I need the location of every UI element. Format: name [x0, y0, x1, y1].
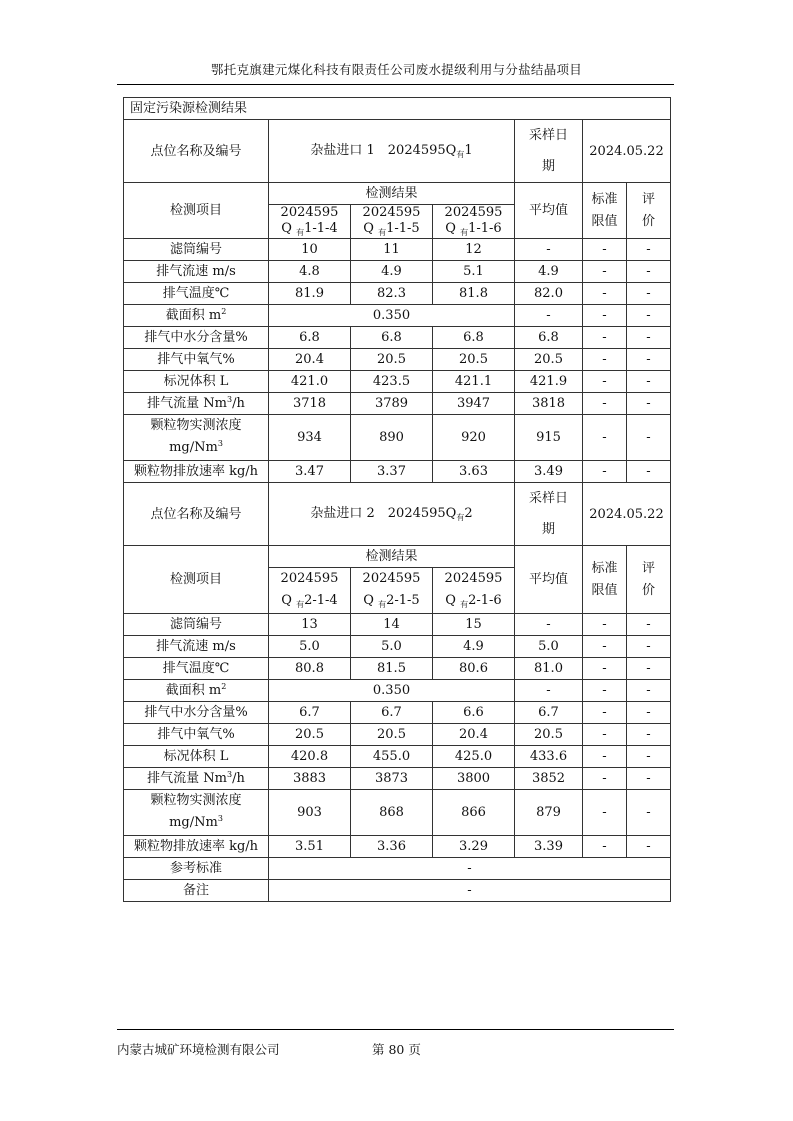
sample-id-top: 2024595	[444, 205, 503, 220]
average-cell: 3852	[515, 768, 583, 790]
area-label-text: 截面积 m	[165, 307, 222, 323]
sample-id-sub: 有	[460, 228, 469, 237]
value-cell: 3.47	[269, 461, 351, 483]
evaluation-cell: -	[627, 283, 671, 305]
remarks-row	[124, 880, 671, 902]
sample-id-suffix: 1-1-4	[304, 221, 338, 236]
temperature-row	[124, 658, 671, 680]
sample-id-prefix: Q	[363, 593, 374, 608]
average-label: 平均值	[515, 183, 583, 239]
reference-value: -	[269, 858, 671, 880]
conc-label-line1: 颗粒物实测浓度	[150, 418, 242, 433]
area-label-text: 截面积 m	[165, 682, 222, 698]
flow-label-text: 排气流量 Nm	[147, 770, 227, 786]
value-cell: 868	[351, 790, 433, 836]
point-id-prefix: 杂盐进口 1 2024595Q	[310, 143, 457, 158]
average-cell: 5.0	[515, 636, 583, 658]
results-header-row	[124, 546, 671, 568]
sample-id-prefix: Q	[445, 221, 456, 236]
average-cell: 20.5	[515, 349, 583, 371]
sample-id-suffix: 2-1-5	[386, 593, 420, 608]
value-cell: 3.36	[351, 836, 433, 858]
average-cell: -	[515, 680, 583, 702]
standard-label	[583, 546, 627, 614]
evaluation-cell: -	[627, 836, 671, 858]
value-cell: 3.29	[433, 836, 515, 858]
temperature-row	[124, 283, 671, 305]
value-cell: 6.8	[433, 327, 515, 349]
evaluation-label	[627, 183, 671, 239]
sample-id-suffix: 2-1-6	[468, 593, 502, 608]
velocity-label: 排气流速 m/s	[124, 636, 269, 658]
area-row	[124, 305, 671, 327]
results-header-row	[124, 183, 671, 205]
average-cell: 6.7	[515, 702, 583, 724]
sample-date-line2: 期	[541, 522, 555, 537]
standard-limit-cell: -	[583, 636, 627, 658]
standard-limit-cell: -	[583, 305, 627, 327]
value-cell: 420.8	[269, 746, 351, 768]
sample-date-line1: 采样日	[528, 491, 568, 506]
evaluation-cell: -	[627, 746, 671, 768]
footer-divider	[117, 1029, 674, 1030]
point-row	[124, 120, 671, 183]
value-cell: 3718	[269, 393, 351, 415]
evaluation-cell: -	[627, 658, 671, 680]
sample-id-sub: 有	[296, 228, 305, 237]
eval-line2: 价	[642, 213, 656, 229]
value-cell: 6.8	[351, 327, 433, 349]
area-label-sup: 2	[221, 681, 227, 691]
emission-results-table	[123, 97, 671, 902]
evaluation-cell: -	[627, 349, 671, 371]
conc-label-line2: mg/Nm	[169, 440, 218, 455]
evaluation-cell: -	[627, 614, 671, 636]
point-id-suffix: 1	[464, 143, 473, 158]
value-cell: 6.7	[269, 702, 351, 724]
oxygen-label: 排气中氧气%	[124, 724, 269, 746]
rate-row	[124, 836, 671, 858]
average-cell: -	[515, 239, 583, 261]
value-cell: 15	[433, 614, 515, 636]
sample-id-top: 2024595	[280, 205, 339, 220]
value-cell: 455.0	[351, 746, 433, 768]
sample-id-cell	[351, 205, 433, 239]
standard-line2: 限值	[591, 582, 618, 598]
volume-row	[124, 371, 671, 393]
average-cell: 915	[515, 415, 583, 461]
filter-row	[124, 239, 671, 261]
results-label: 检测结果	[269, 546, 515, 568]
sample-id-suffix: 2-1-4	[304, 593, 338, 608]
value-cell: 81.9	[269, 283, 351, 305]
volume-label: 标况体积 L	[124, 371, 269, 393]
evaluation-cell: -	[627, 702, 671, 724]
sample-date-line2: 期	[541, 159, 555, 174]
area-label-sup: 2	[221, 306, 227, 316]
flow-row	[124, 393, 671, 415]
sample-date-label	[515, 483, 583, 546]
moisture-label: 排气中水分含量%	[124, 702, 269, 724]
area-label	[124, 305, 269, 327]
evaluation-cell: -	[627, 393, 671, 415]
sample-id-top: 2024595	[280, 571, 339, 586]
temperature-label: 排气温度℃	[124, 658, 269, 680]
standard-limit-cell: -	[583, 327, 627, 349]
conc-label-line2: mg/Nm	[169, 815, 218, 830]
point-name-value	[269, 120, 515, 183]
oxygen-label: 排气中氧气%	[124, 349, 269, 371]
average-cell: 879	[515, 790, 583, 836]
average-cell: 3.39	[515, 836, 583, 858]
flow-label-unit: /h	[232, 395, 245, 411]
reference-label: 参考标准	[124, 858, 269, 880]
sample-id-cell	[433, 568, 515, 614]
evaluation-cell: -	[627, 371, 671, 393]
evaluation-cell: -	[627, 261, 671, 283]
value-cell: 3947	[433, 393, 515, 415]
value-cell: 11	[351, 239, 433, 261]
sample-id-sub: 有	[378, 228, 387, 237]
temperature-label: 排气温度℃	[124, 283, 269, 305]
standard-limit-cell: -	[583, 261, 627, 283]
sample-id-cell	[269, 568, 351, 614]
average-cell: 82.0	[515, 283, 583, 305]
value-cell: 423.5	[351, 371, 433, 393]
sample-date-label	[515, 120, 583, 183]
flow-label-sup: 3	[226, 769, 233, 779]
evaluation-cell: -	[627, 636, 671, 658]
area-row	[124, 680, 671, 702]
average-cell: 20.5	[515, 724, 583, 746]
sample-id-top: 2024595	[444, 571, 503, 586]
velocity-row	[124, 261, 671, 283]
flow-row	[124, 768, 671, 790]
point-row	[124, 483, 671, 546]
evaluation-cell: -	[627, 239, 671, 261]
eval-line1: 评	[642, 560, 656, 576]
evaluation-cell: -	[627, 790, 671, 836]
eval-line1: 评	[642, 191, 656, 207]
standard-label	[583, 183, 627, 239]
sample-id-prefix: Q	[445, 593, 456, 608]
sample-id-top: 2024595	[362, 571, 421, 586]
standard-line2: 限值	[591, 213, 618, 229]
filter-label: 滤筒编号	[124, 614, 269, 636]
table-title-row	[124, 98, 671, 120]
standard-limit-cell: -	[583, 746, 627, 768]
value-cell: 3789	[351, 393, 433, 415]
rate-label: 颗粒物排放速率 kg/h	[124, 836, 269, 858]
value-cell: 5.0	[269, 636, 351, 658]
concentration-label	[124, 790, 269, 836]
area-label	[124, 680, 269, 702]
conc-label-sup: 3	[217, 439, 223, 448]
standard-limit-cell: -	[583, 658, 627, 680]
value-cell: 81.8	[433, 283, 515, 305]
remarks-label: 备注	[124, 880, 269, 902]
value-cell: 4.9	[433, 636, 515, 658]
page-header-title: 鄂托克旗建元煤化科技有限责任公司废水提级利用与分盐结晶项目	[210, 62, 583, 77]
footer-page-number: 第 80 页	[372, 1042, 421, 1057]
remarks-value: -	[269, 880, 671, 902]
sample-id-prefix: Q	[363, 221, 374, 236]
value-cell: 4.9	[351, 261, 433, 283]
value-cell: 81.5	[351, 658, 433, 680]
sample-date-value: 2024.05.22	[583, 120, 671, 183]
standard-limit-cell: -	[583, 680, 627, 702]
velocity-row	[124, 636, 671, 658]
sample-id-top: 2024595	[362, 205, 421, 220]
flow-label	[124, 393, 269, 415]
concentration-label	[124, 415, 269, 461]
value-cell: 3873	[351, 768, 433, 790]
flow-label-unit: /h	[232, 770, 245, 786]
evaluation-cell: -	[627, 415, 671, 461]
value-cell: 80.8	[269, 658, 351, 680]
area-value: 0.350	[269, 680, 515, 702]
flow-label	[124, 768, 269, 790]
item-label: 检测项目	[124, 183, 269, 239]
value-cell: 6.7	[351, 702, 433, 724]
value-cell: 20.5	[351, 724, 433, 746]
conc-label-sup: 3	[217, 814, 223, 823]
eval-line2: 价	[642, 582, 656, 598]
sample-date-line1: 采样日	[528, 128, 568, 143]
average-cell: -	[515, 614, 583, 636]
standard-limit-cell: -	[583, 724, 627, 746]
flow-label-sup: 3	[226, 394, 233, 404]
evaluation-cell: -	[627, 768, 671, 790]
value-cell: 20.4	[269, 349, 351, 371]
sample-id-suffix: 1-1-6	[468, 221, 502, 236]
table-title: 固定污染源检测结果	[124, 98, 671, 120]
standard-limit-cell: -	[583, 702, 627, 724]
standard-limit-cell: -	[583, 393, 627, 415]
rate-row	[124, 461, 671, 483]
evaluation-label	[627, 546, 671, 614]
value-cell: 6.6	[433, 702, 515, 724]
sample-id-prefix: Q	[281, 221, 292, 236]
concentration-row	[124, 415, 671, 461]
sample-id-sub: 有	[296, 600, 305, 609]
oxygen-row	[124, 724, 671, 746]
moisture-row	[124, 702, 671, 724]
value-cell: 6.8	[269, 327, 351, 349]
value-cell: 82.3	[351, 283, 433, 305]
volume-row	[124, 746, 671, 768]
standard-line1: 标准	[591, 560, 618, 576]
standard-limit-cell: -	[583, 371, 627, 393]
value-cell: 20.5	[269, 724, 351, 746]
rate-label: 颗粒物排放速率 kg/h	[124, 461, 269, 483]
value-cell: 421.1	[433, 371, 515, 393]
moisture-label: 排气中水分含量%	[124, 327, 269, 349]
standard-limit-cell: -	[583, 614, 627, 636]
value-cell: 5.0	[351, 636, 433, 658]
average-cell: 4.9	[515, 261, 583, 283]
value-cell: 20.4	[433, 724, 515, 746]
evaluation-cell: -	[627, 724, 671, 746]
evaluation-cell: -	[627, 461, 671, 483]
standard-limit-cell: -	[583, 461, 627, 483]
point-id-sub: 有	[456, 150, 465, 159]
value-cell: 13	[269, 614, 351, 636]
value-cell: 3800	[433, 768, 515, 790]
filter-row	[124, 614, 671, 636]
value-cell: 3.63	[433, 461, 515, 483]
velocity-label: 排气流速 m/s	[124, 261, 269, 283]
average-cell: 3.49	[515, 461, 583, 483]
flow-label-text: 排气流量 Nm	[147, 395, 227, 411]
evaluation-cell: -	[627, 327, 671, 349]
point-id-sub: 有	[456, 513, 465, 522]
point-name-label: 点位名称及编号	[124, 483, 269, 546]
sample-date-value: 2024.05.22	[583, 483, 671, 546]
value-cell: 3.37	[351, 461, 433, 483]
value-cell: 934	[269, 415, 351, 461]
average-cell: 433.6	[515, 746, 583, 768]
average-label: 平均值	[515, 546, 583, 614]
average-cell: 81.0	[515, 658, 583, 680]
average-cell: 6.8	[515, 327, 583, 349]
concentration-row	[124, 790, 671, 836]
value-cell: 4.8	[269, 261, 351, 283]
standard-limit-cell: -	[583, 415, 627, 461]
standard-limit-cell: -	[583, 283, 627, 305]
point-name-value	[269, 483, 515, 546]
sample-id-sub: 有	[460, 600, 469, 609]
sample-id-cell	[351, 568, 433, 614]
average-cell: -	[515, 305, 583, 327]
standard-limit-cell: -	[583, 349, 627, 371]
evaluation-cell: -	[627, 305, 671, 327]
value-cell: 890	[351, 415, 433, 461]
value-cell: 10	[269, 239, 351, 261]
value-cell: 903	[269, 790, 351, 836]
value-cell: 866	[433, 790, 515, 836]
standard-limit-cell: -	[583, 790, 627, 836]
value-cell: 421.0	[269, 371, 351, 393]
value-cell: 920	[433, 415, 515, 461]
average-cell: 3818	[515, 393, 583, 415]
filter-label: 滤筒编号	[124, 239, 269, 261]
conc-label-line1: 颗粒物实测浓度	[150, 793, 242, 808]
standard-limit-cell: -	[583, 768, 627, 790]
point-id-suffix: 2	[464, 506, 473, 521]
value-cell: 14	[351, 614, 433, 636]
value-cell: 20.5	[351, 349, 433, 371]
reference-row	[124, 858, 671, 880]
value-cell: 3883	[269, 768, 351, 790]
sample-id-cell	[269, 205, 351, 239]
header-divider	[117, 84, 674, 85]
value-cell: 80.6	[433, 658, 515, 680]
results-label: 检测结果	[269, 183, 515, 205]
standard-limit-cell: -	[583, 239, 627, 261]
volume-label: 标况体积 L	[124, 746, 269, 768]
standard-line1: 标准	[591, 191, 618, 207]
oxygen-row	[124, 349, 671, 371]
footer-company: 内蒙古城矿环境检测有限公司	[117, 1042, 280, 1057]
sample-id-prefix: Q	[281, 593, 292, 608]
standard-limit-cell: -	[583, 836, 627, 858]
area-value: 0.350	[269, 305, 515, 327]
sample-id-cell	[433, 205, 515, 239]
value-cell: 12	[433, 239, 515, 261]
moisture-row	[124, 327, 671, 349]
value-cell: 5.1	[433, 261, 515, 283]
point-id-prefix: 杂盐进口 2 2024595Q	[310, 506, 457, 521]
item-label: 检测项目	[124, 546, 269, 614]
point-name-label: 点位名称及编号	[124, 120, 269, 183]
sample-id-sub: 有	[378, 600, 387, 609]
value-cell: 3.51	[269, 836, 351, 858]
average-cell: 421.9	[515, 371, 583, 393]
value-cell: 425.0	[433, 746, 515, 768]
sample-id-suffix: 1-1-5	[386, 221, 420, 236]
value-cell: 20.5	[433, 349, 515, 371]
evaluation-cell: -	[627, 680, 671, 702]
